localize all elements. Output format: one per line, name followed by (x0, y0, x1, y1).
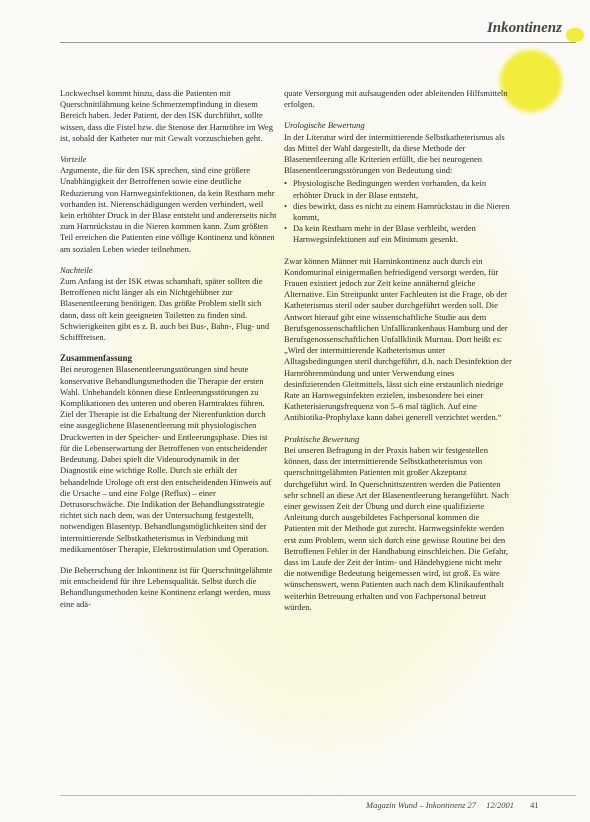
left-intro-paragraph: Lockwechsel kommt hinzu, dass die Patienten mit Querschnittlähmung keine Schmerzempfindung in diesem Bereich haben. Jeder Patient, der den ISK durchführt, sollte wissen, dass die Fistel bzw. die Stenose der Harnröhre im Weg ist, sobald der Katheter nur mit Gewalt vorzuschieben geht. (60, 88, 273, 143)
nachteile-paragraph: Zum Anfang ist der ISK etwas schamhaft, später sollten die Betroffenen nicht länger als ein Nichtgehübner zur Blasenentleerung benötigen. Das größte Problem stellt sich dann, dass oft kein geeigneten Toiletten zu finden sind. Schwierigkeiten gibt es z. B. auch bei Bus-, Bahn-, Flug- und Schifffreisen. (60, 276, 270, 343)
list-item: • Da kein Restharn mehr in der Blase verbleibt, werden Harnwegsinfektionen auf ein Minimum gesenkt. (284, 223, 512, 245)
page-number: 41 (530, 800, 539, 810)
left-column (60, 88, 278, 610)
urologische-bewertung-heading: Urologische Bewertung (284, 120, 365, 131)
footer-divider (60, 795, 576, 796)
page-footer (366, 800, 539, 810)
title-highlight-mark (566, 28, 584, 42)
urologische-bewertung-paragraph-2: Zwar können Männer mit Harninkontinenz auch durch ein Kondomurinal einigermaßen befriedigend versorgt werden, für Frauen existiert jedoch zur Zeit keine annähernd gleiche Alternative. Ein Streitpunkt unter Fachleuten ist die Frage, ob der Katheterismus steril oder sauber durchgeführt werden soll. Die Antwort hierauf gibt eine wissenschaftliche Studie aus dem Berufsgenossenschaftlichen Unfallkrankenhaus Hamburg und der Berufsgenossenschaftlichen Unfallklinik Murnau. Dort heißt es: „Wird der intermittierende Katheterismus unter Alltagsbedingungen steril durchgeführt, d.h. nach Desinfektion der Harnröhrenmündung und unter Verwendung eines desinfizierenden Gleitmittels, lässt sich eine erstaunlich niedrige Rate an Harnwegsinfekten erzielen, insbesondere bei einer Katheterisierungsfrequenz von 5–6 mal täglich. Auf eine Antibiotika-Prophylaxe kann dabei generell verzichtet werden.“ (284, 255, 512, 423)
zusammenfassung-paragraph: Bei neurogenen Blasenentleerungsstörungen sind heute konservative Behandlungsmethoden die Therapie der ersten Wahl. Unbehandelt können diese Entleerungsstörungen zu Komplikationen des unteren und oberen Harntraktes führen. Ziel der Therapie ist die Erhaltung der Nierenfunktion durch eine ausgeglichene Blasenentleerung mit physiologischen Druckwerten in der Speicher- und Entleerungsphase. Dies ist für die Lebenserwartung der Betroffenen von entscheidender Bedeutung. Dabei spielt die Videourodynamik in der Diagnostik eine wichtige Rolle. Durch sie erhält der behandelnde Urologe oft erst den entscheidenden Hinweis auf die Ursache – und eine Folge (Reflux) – einer Detrusorschwäche. Die Indikation der Behandlungsstrategie richtet sich nach dem, was der Untersuchung festgestellt, notwendigen Blasentyp. Behandlungsmöglichkeiten sind der intermittierende Selbstkatheterismus in Verbindung mit medikamentöser Therapie, Elektrostimulation und Operation. (60, 364, 272, 554)
criteria-list (284, 178, 512, 245)
right-intro-paragraph: quate Versorgung mit aufsaugenden oder ableitenden Hilfsmitteln erfolgen. (284, 88, 508, 110)
praktische-bewertung-paragraph: Bei unseren Befragung in der Praxis haben wir festgestellen können, dass der intermittierende Selbstkatheterismus von querschnittgelähmten Patienten mit großer Akzeptanz durchgeführt wird. In Querschnittszentren werden die Patienten sehr schnell an diese Art der Blasenentleerung herangeführt. Nach einer gewissen Zeit der Übung und durch eine qualifizierte Anleitung durch ausgebildetes Fachpersonal kommen die Patienten mit der Methode gut zurecht. Harnwegsinfekte werden erst zum Problem, wenn sich durch eine gewisse Routine bei den Betroffenen Fehler in der Handhabung einschleichen. Die Gefahr, dass im Laufe der Zeit der Intim- und Händehygiene nicht mehr die notwendige Bedeutung beigemessen wird, ist groß. Es wäre wünschenswert, wenn Patienten auch nach dem Klinikaufenthalt weiterhin Betreuung erhalten und von Fachpersonal betreut würden. (284, 444, 509, 612)
praktische-bewertung-heading: Praktische Bewertung (284, 433, 360, 444)
nachteile-heading: Nachteile (60, 264, 93, 275)
footer-magazine: Magazin Wund – Inkontinenz 27 (366, 800, 477, 810)
vorteile-paragraph: Argumente, die für den ISK sprechen, sind eine größere Unabhängigkeit der Betroffenen sowie eine deutliche Reduzierung von Harnwegsinfektionen, da kein Restharn mehr vorhanden ist. Nierenschädigungen werden verhindert, weil kein erhöhter Druck in der Blase entsteht und andererseits nicht zum Harnrückstau in die Nieren kommen kann. Zum größten Teil erreichen die Patienten eine völlige Kontinenz und können am sozialen Leben wieder teilnehmen. (60, 165, 277, 254)
page-title: Inkontinenz (486, 20, 562, 36)
closing-paragraph: Die Beherrschung der Inkontinenz ist für Querschnittgelähmte mit entscheidend für ihre Lebensqualität. Selbst durch die Behandlungsmethoden keine Kontinenz erlangt werden, muss eine adä- (60, 564, 273, 609)
right-column (284, 88, 512, 613)
list-item: • Physiologische Bedingungen werden vorhanden, da kein erhöhter Druck in der Blase entsteht, (284, 178, 512, 200)
zusammenfassung-heading: Zusammenfassung (60, 353, 133, 364)
list-item: • dies bewirkt, dass es nicht zu einem Harnrückstau in die Nieren kommt, (284, 201, 512, 223)
header-divider (60, 42, 576, 43)
footer-issue: 12/2001 (486, 800, 515, 810)
vorteile-heading: Vorteile (60, 154, 87, 165)
urologische-bewertung-paragraph: In der Literatur wird der intermittierende Selbstkatheterismus als das Mittel der Wahl dargestellt, da diese Methode der Blasenentleerung alle Kriterien erfüllt, die bei neurogenen Blasenentleerungsstörungen von Bedeutung sind: (284, 131, 505, 176)
